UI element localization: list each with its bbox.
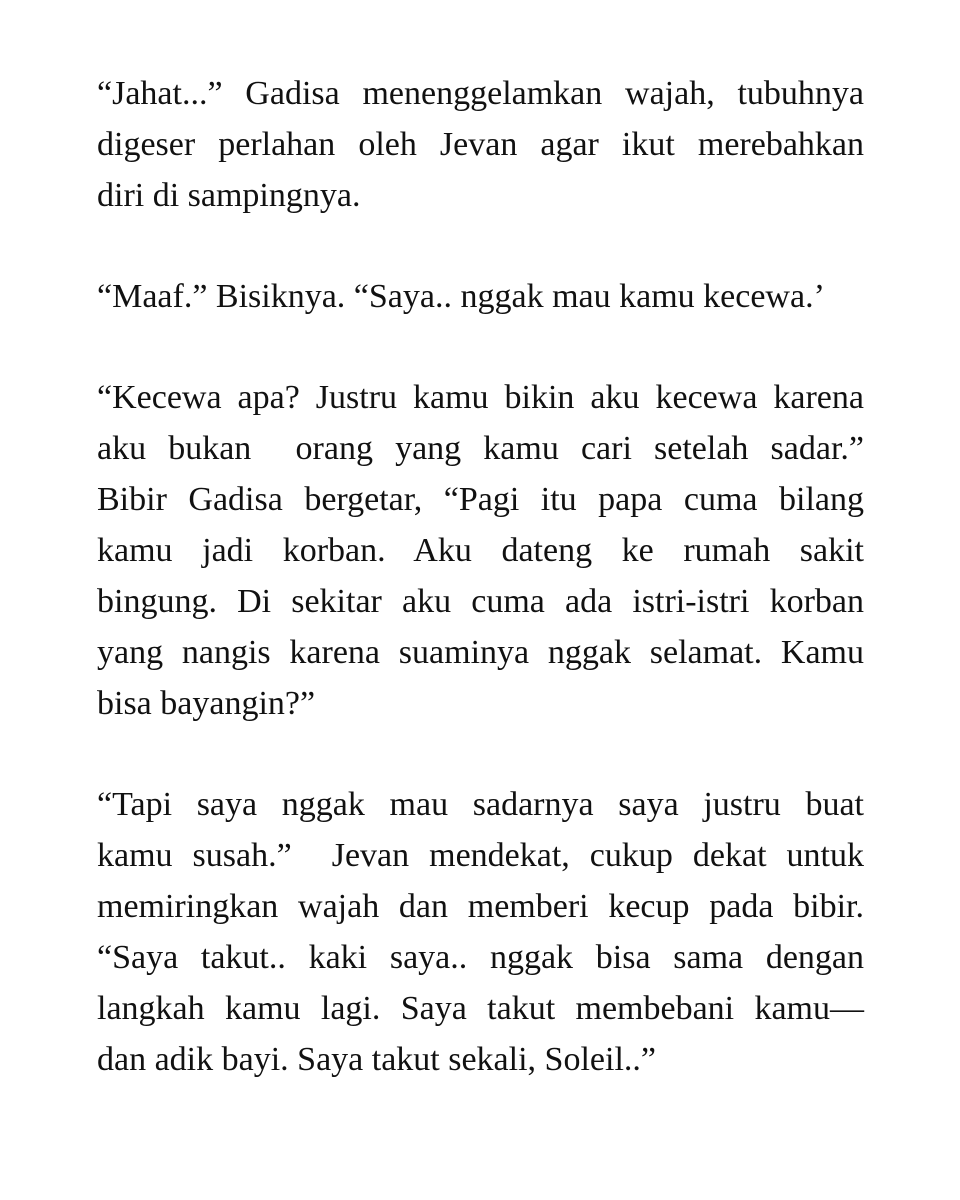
text-line: aku bukan orang yang kamu cari setelah sadar.” xyxy=(97,430,864,467)
text-line: yang nangis karena suaminya nggak selamat. Kamu xyxy=(97,634,864,671)
text-line: “Kecewa apa? Justru kamu bikin aku kecewa karena xyxy=(97,379,864,416)
text-line: Bibir Gadisa bergetar, “Pagi itu papa cuma bilang xyxy=(97,481,864,518)
text-line: bisa bayangin?” xyxy=(97,685,316,722)
text-line: digeser perlahan oleh Jevan agar ikut merebahkan xyxy=(97,126,864,163)
text-line: “Jahat...” Gadisa menenggelamkan wajah, tubuhnya xyxy=(97,75,864,112)
text-line: “Maaf.” Bisiknya. “Saya.. nggak mau kamu kecewa.’ xyxy=(97,278,825,315)
paragraph-4 xyxy=(97,779,864,1085)
text-line: dan adik bayi. Saya takut sekali, Soleil..” xyxy=(97,1041,656,1078)
text-line: kamu susah.” Jevan mendekat, cukup dekat untuk xyxy=(97,837,864,874)
text-line: memiringkan wajah dan memberi kecup pada bibir. xyxy=(97,888,864,925)
text-line: “Tapi saya nggak mau sadarnya saya justru buat xyxy=(97,786,864,823)
text-line: “Saya takut.. kaki saya.. nggak bisa sama dengan xyxy=(97,939,864,976)
paragraph-2 xyxy=(97,271,864,322)
text-line: bingung. Di sekitar aku cuma ada istri-istri korban xyxy=(97,583,864,620)
paragraph-1 xyxy=(97,68,864,221)
text-line: diri di sampingnya. xyxy=(97,177,361,214)
document-page xyxy=(97,68,864,1085)
text-line: langkah kamu lagi. Saya takut membebani kamu— xyxy=(97,990,864,1027)
paragraph-3 xyxy=(97,372,864,729)
text-line: kamu jadi korban. Aku dateng ke rumah sakit xyxy=(97,532,864,569)
